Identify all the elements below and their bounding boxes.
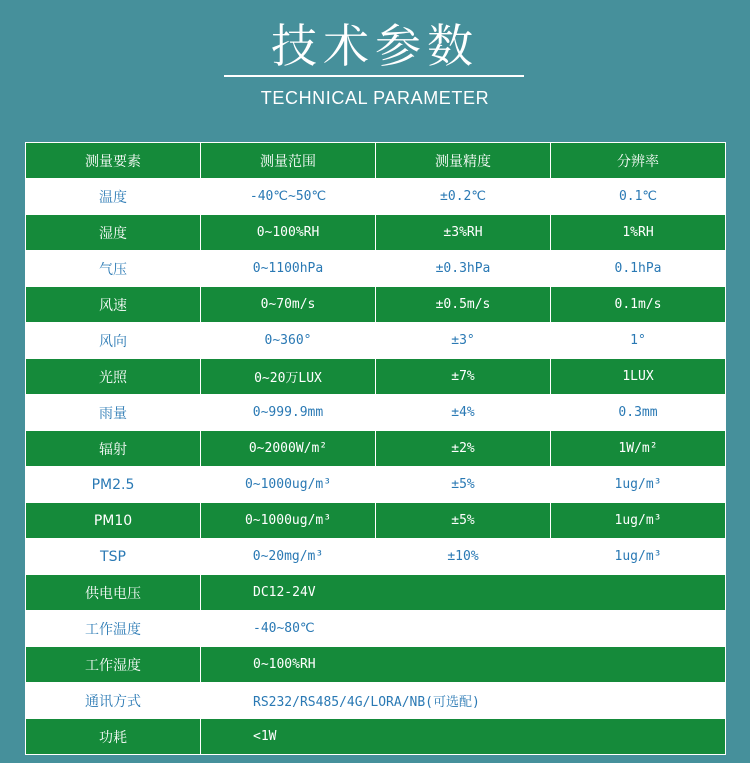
cell-range: 0~1000ug/m³ bbox=[201, 503, 376, 539]
cell-element: TSP bbox=[26, 539, 201, 575]
table-row bbox=[26, 287, 726, 323]
cell-range: 0~1000ug/m³ bbox=[201, 467, 376, 503]
cell-spec-label: 通讯方式 bbox=[26, 683, 201, 719]
cell-accuracy: ±5% bbox=[376, 467, 551, 503]
cell-accuracy: ±4% bbox=[376, 395, 551, 431]
title-divider bbox=[224, 75, 524, 77]
parameter-table bbox=[25, 142, 726, 755]
cell-accuracy: ±0.3hPa bbox=[376, 251, 551, 287]
cell-element: 温度 bbox=[26, 179, 201, 215]
cell-element: 气压 bbox=[26, 251, 201, 287]
table-row bbox=[26, 395, 726, 431]
cell-range: 0~2000W/m² bbox=[201, 431, 376, 467]
cell-accuracy: ±3° bbox=[376, 323, 551, 359]
cell-resolution: 0.1m/s bbox=[551, 287, 726, 323]
table-row bbox=[26, 647, 726, 683]
table-row bbox=[26, 539, 726, 575]
table-row bbox=[26, 323, 726, 359]
cell-accuracy: ±0.2℃ bbox=[376, 179, 551, 215]
cell-element: 湿度 bbox=[26, 215, 201, 251]
table-row bbox=[26, 503, 726, 539]
cell-element: 光照 bbox=[26, 359, 201, 395]
column-header-accuracy: 测量精度 bbox=[376, 143, 551, 179]
cell-element: 风速 bbox=[26, 287, 201, 323]
cell-spec-value: <1W bbox=[201, 719, 726, 755]
table-header-row bbox=[26, 143, 726, 179]
cell-spec-label: 工作温度 bbox=[26, 611, 201, 647]
table-row bbox=[26, 683, 726, 719]
cell-range: 0~100%RH bbox=[201, 215, 376, 251]
cell-accuracy: ±5% bbox=[376, 503, 551, 539]
cell-resolution: 0.3mm bbox=[551, 395, 726, 431]
cell-range: 0~20万LUX bbox=[201, 359, 376, 395]
cell-spec-value: 0~100%RH bbox=[201, 647, 726, 683]
cell-accuracy: ±0.5m/s bbox=[376, 287, 551, 323]
cell-element: 雨量 bbox=[26, 395, 201, 431]
cell-resolution: 1LUX bbox=[551, 359, 726, 395]
cell-spec-label: 工作湿度 bbox=[26, 647, 201, 683]
cell-accuracy: ±2% bbox=[376, 431, 551, 467]
table-row bbox=[26, 179, 726, 215]
cell-accuracy: ±7% bbox=[376, 359, 551, 395]
cell-accuracy: ±10% bbox=[376, 539, 551, 575]
cell-element: PM10 bbox=[26, 503, 201, 539]
cell-range: 0~999.9mm bbox=[201, 395, 376, 431]
cell-resolution: 1ug/m³ bbox=[551, 467, 726, 503]
cell-element: 辐射 bbox=[26, 431, 201, 467]
table-row bbox=[26, 611, 726, 647]
cell-spec-label: 功耗 bbox=[26, 719, 201, 755]
cell-range: -40℃~50℃ bbox=[201, 179, 376, 215]
cell-resolution: 1ug/m³ bbox=[551, 503, 726, 539]
cell-resolution: 1%RH bbox=[551, 215, 726, 251]
cell-resolution: 0.1℃ bbox=[551, 179, 726, 215]
column-header-element: 测量要素 bbox=[26, 143, 201, 179]
table-row bbox=[26, 719, 726, 755]
table-row bbox=[26, 251, 726, 287]
cell-element: PM2.5 bbox=[26, 467, 201, 503]
table-row bbox=[26, 359, 726, 395]
cell-spec-value: -40~80℃ bbox=[201, 611, 726, 647]
cell-range: 0~360° bbox=[201, 323, 376, 359]
cell-range: 0~20mg/m³ bbox=[201, 539, 376, 575]
cell-spec-label: 供电电压 bbox=[26, 575, 201, 611]
cell-element: 风向 bbox=[26, 323, 201, 359]
cell-range: 0~1100hPa bbox=[201, 251, 376, 287]
parameter-table-container bbox=[25, 142, 725, 751]
cell-resolution: 0.1hPa bbox=[551, 251, 726, 287]
cell-resolution: 1ug/m³ bbox=[551, 539, 726, 575]
cell-spec-value: RS232/RS485/4G/LORA/NB(可选配) bbox=[201, 683, 726, 719]
cell-resolution: 1° bbox=[551, 323, 726, 359]
cell-spec-value: DC12-24V bbox=[201, 575, 726, 611]
table-row bbox=[26, 215, 726, 251]
column-header-resolution: 分辨率 bbox=[551, 143, 726, 179]
column-header-range: 测量范围 bbox=[201, 143, 376, 179]
page-subtitle: TECHNICAL PARAMETER bbox=[260, 88, 490, 108]
cell-accuracy: ±3%RH bbox=[376, 215, 551, 251]
table-row bbox=[26, 467, 726, 503]
table-row bbox=[26, 575, 726, 611]
table-row bbox=[26, 431, 726, 467]
cell-resolution: 1W/m² bbox=[551, 431, 726, 467]
cell-range: 0~70m/s bbox=[201, 287, 376, 323]
page-title: 技术参数 bbox=[271, 19, 479, 73]
